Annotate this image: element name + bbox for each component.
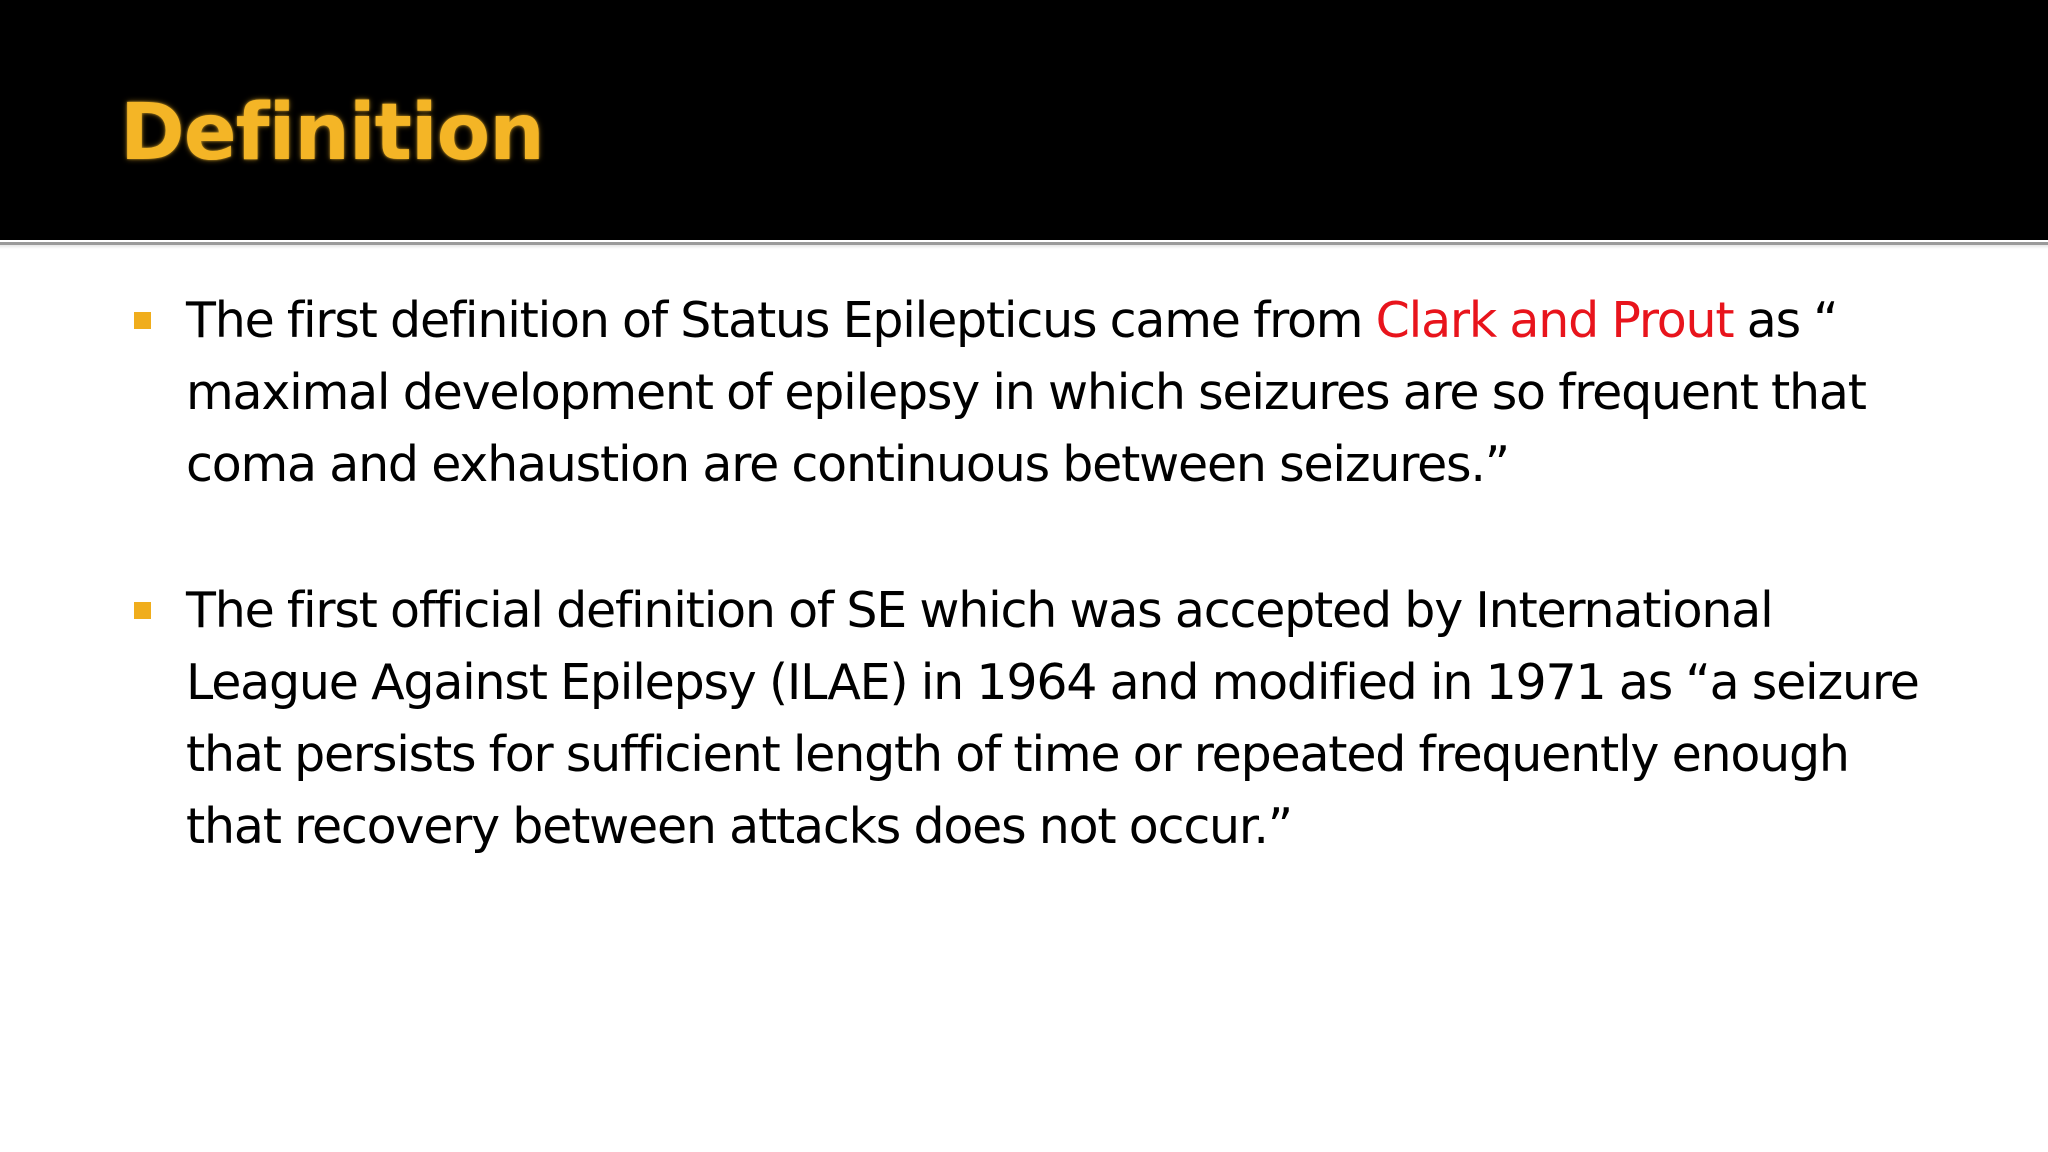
- slide-content: [130, 285, 1950, 937]
- bullet-item-1: [130, 285, 1950, 501]
- bullet-text: The first official definition of SE which was accepted by International League Against Epilepsy (ILAE) in 1964 and modified in 1971 as “a seizure that persists for sufficient length of time or repeated frequently enough that recovery between attacks does not occur.”: [186, 582, 1919, 855]
- slide-title: Definition: [120, 88, 544, 178]
- bullet-item-2: [130, 575, 1950, 863]
- bullet-text: [186, 285, 1950, 501]
- square-bullet-icon: [134, 312, 151, 329]
- bullet-text-quote: as “ maximal development of epilepsy in which seizures are so frequent that coma and exhaustion are continuous between seizures.”: [186, 292, 1866, 493]
- title-divider: [0, 240, 2048, 249]
- highlighted-authors: Clark and Prout: [1375, 292, 1734, 349]
- title-bar: [0, 0, 2048, 240]
- square-bullet-icon: [134, 602, 151, 619]
- bullet-text-lead: The first definition of Status Epilepticus came from: [186, 292, 1376, 349]
